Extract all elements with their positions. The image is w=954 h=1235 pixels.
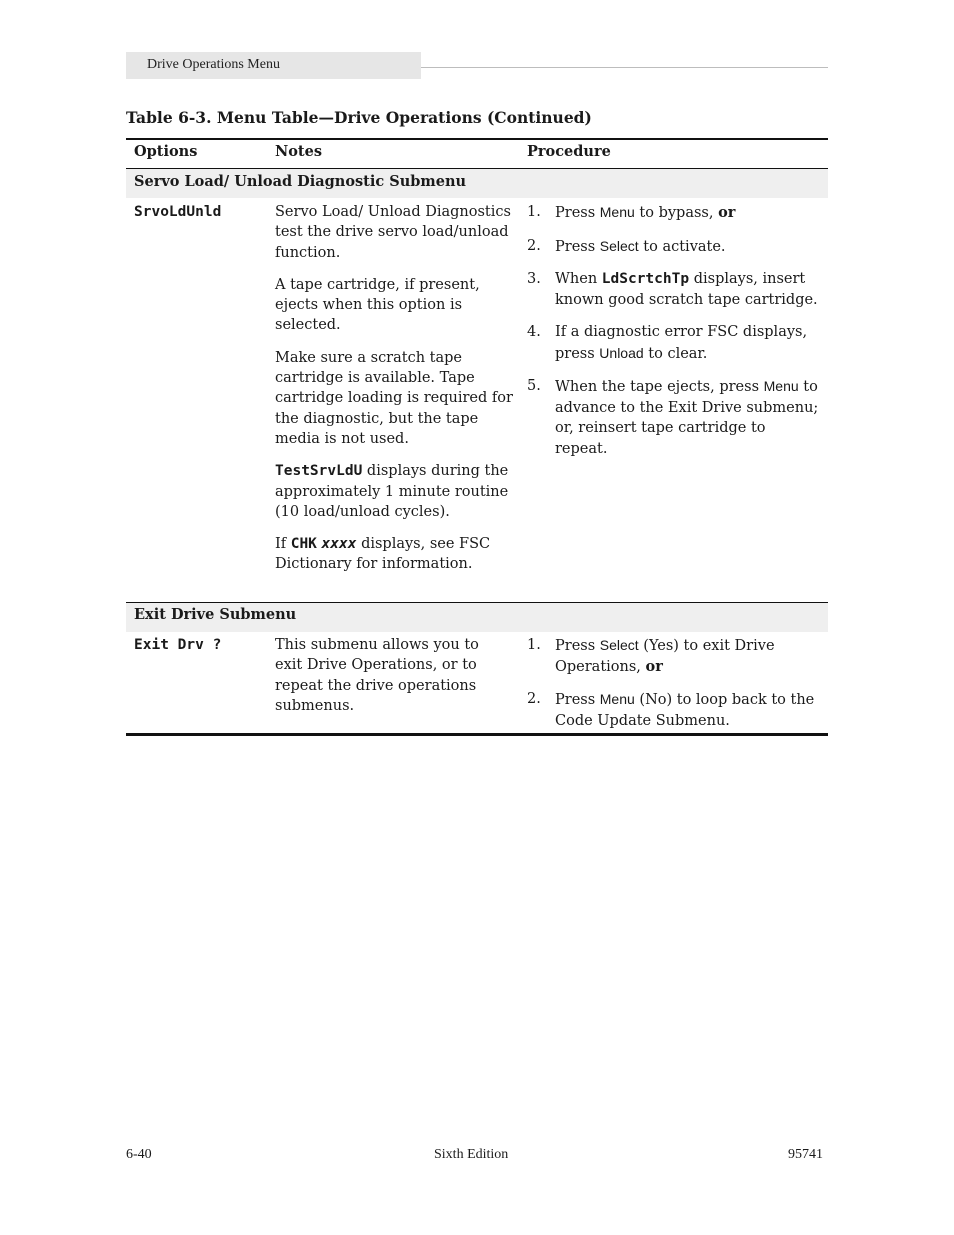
step-text: displays, insert known good scratch tape cartridge. — [555, 271, 818, 308]
notes-exit-p1: This submenu allows you to exit Drive Operations, or to repeat the drive operations submenus. — [275, 637, 479, 714]
notes-servo-p3: Make sure a scratch tape cartridge is available. Tape cartridge loading is required for the diagnostic, but the tape media is not used. — [275, 349, 513, 447]
step-text: (No) to loop back to the Code Update Submenu. — [555, 692, 815, 729]
section-title-exit: Exit Drive Submenu — [134, 606, 297, 623]
step-text: When — [555, 271, 598, 287]
notes-servo-p5 — [275, 534, 515, 575]
notes-servo-p4-text: displays during the approximately 1 minute routine — [275, 463, 509, 500]
table-bottom-rule — [126, 733, 828, 736]
key-name: Unload — [599, 344, 644, 361]
procedure-step — [527, 635, 822, 677]
notes-servo-p4-tail: (10 load/unload cycles). — [275, 503, 450, 520]
step-text: Press — [555, 638, 596, 654]
notes-servo-p5-text: displays, see FSC Dictionary for information. — [275, 536, 491, 573]
key-name: Menu — [599, 691, 635, 707]
procedure-step — [527, 376, 822, 459]
notes-servo-p1: Servo Load/ Unload Diagnostics test the drive servo load/unload function. — [275, 204, 511, 261]
key-name: Select — [599, 237, 639, 254]
notes-servo-p2: A tape cartridge, if present, ejects when this option is selected. — [275, 276, 480, 334]
notes-servo-p5-pre: If — [275, 536, 287, 553]
code-testsrvldu: TestSrvLdU — [275, 463, 363, 480]
section-title-servo: Servo Load/ Unload Diagnostic Submenu — [134, 173, 467, 190]
procedure-step — [527, 269, 822, 310]
step-text: to activate. — [643, 238, 726, 255]
procedure-exit — [527, 635, 822, 743]
running-header-rule — [421, 67, 828, 68]
option-srvoldunld: SrvoLdUnld — [134, 204, 222, 220]
running-header-title: Drive Operations Menu — [147, 57, 280, 72]
step-number: 3. — [527, 271, 541, 287]
procedure-step — [527, 322, 822, 364]
step-conjunction: or — [645, 657, 663, 675]
code-var-xxxx: xxxx — [321, 536, 357, 553]
step-number: 2. — [527, 237, 541, 254]
table-top-rule — [126, 138, 828, 140]
notes-servo — [275, 202, 515, 587]
step-text: Press — [555, 205, 596, 221]
step-text: to advance to the Exit Drive submenu; or, reinsert tape cartridge to repeat. — [555, 379, 819, 457]
footer-page-number: 6-40 — [126, 1147, 152, 1162]
step-number: 2. — [527, 691, 541, 707]
procedure-step — [527, 689, 822, 731]
step-number: 1. — [527, 204, 541, 220]
procedure-servo — [527, 202, 822, 471]
step-text: to bypass, — [639, 205, 714, 221]
step-text: If a diagnostic error FSC displays, press — [555, 324, 808, 362]
key-name: Select — [599, 637, 639, 653]
code-ldscrtchtp: LdScrtchTp — [601, 271, 690, 287]
table-caption: Table 6-3. Menu Table—Drive Operations (Continued) — [126, 108, 592, 127]
notes-servo-p4 — [275, 461, 515, 522]
option-exit-drv: Exit Drv ? — [134, 637, 222, 653]
step-text: When the tape ejects, press — [555, 379, 760, 395]
step-number: 1. — [527, 637, 541, 653]
column-header-notes: Notes — [275, 143, 323, 160]
code-chk: CHK — [290, 536, 317, 553]
step-conjunction: or — [718, 204, 736, 221]
key-name: Menu — [599, 204, 635, 220]
step-text: Press — [555, 238, 596, 255]
step-text: to clear. — [648, 345, 708, 362]
step-number: 5. — [527, 378, 541, 394]
procedure-step — [527, 202, 822, 224]
step-text: (Yes) to exit Drive Operations, — [555, 638, 775, 675]
footer-edition: Sixth Edition — [434, 1147, 509, 1162]
footer-doc-number: 95741 — [788, 1147, 823, 1162]
key-name: Menu — [763, 378, 799, 394]
notes-exit — [275, 635, 500, 728]
step-number: 4. — [527, 324, 541, 340]
column-header-procedure: Procedure — [527, 143, 611, 160]
step-text: Press — [555, 692, 596, 708]
procedure-step — [527, 236, 822, 258]
column-header-options: Options — [134, 143, 198, 160]
